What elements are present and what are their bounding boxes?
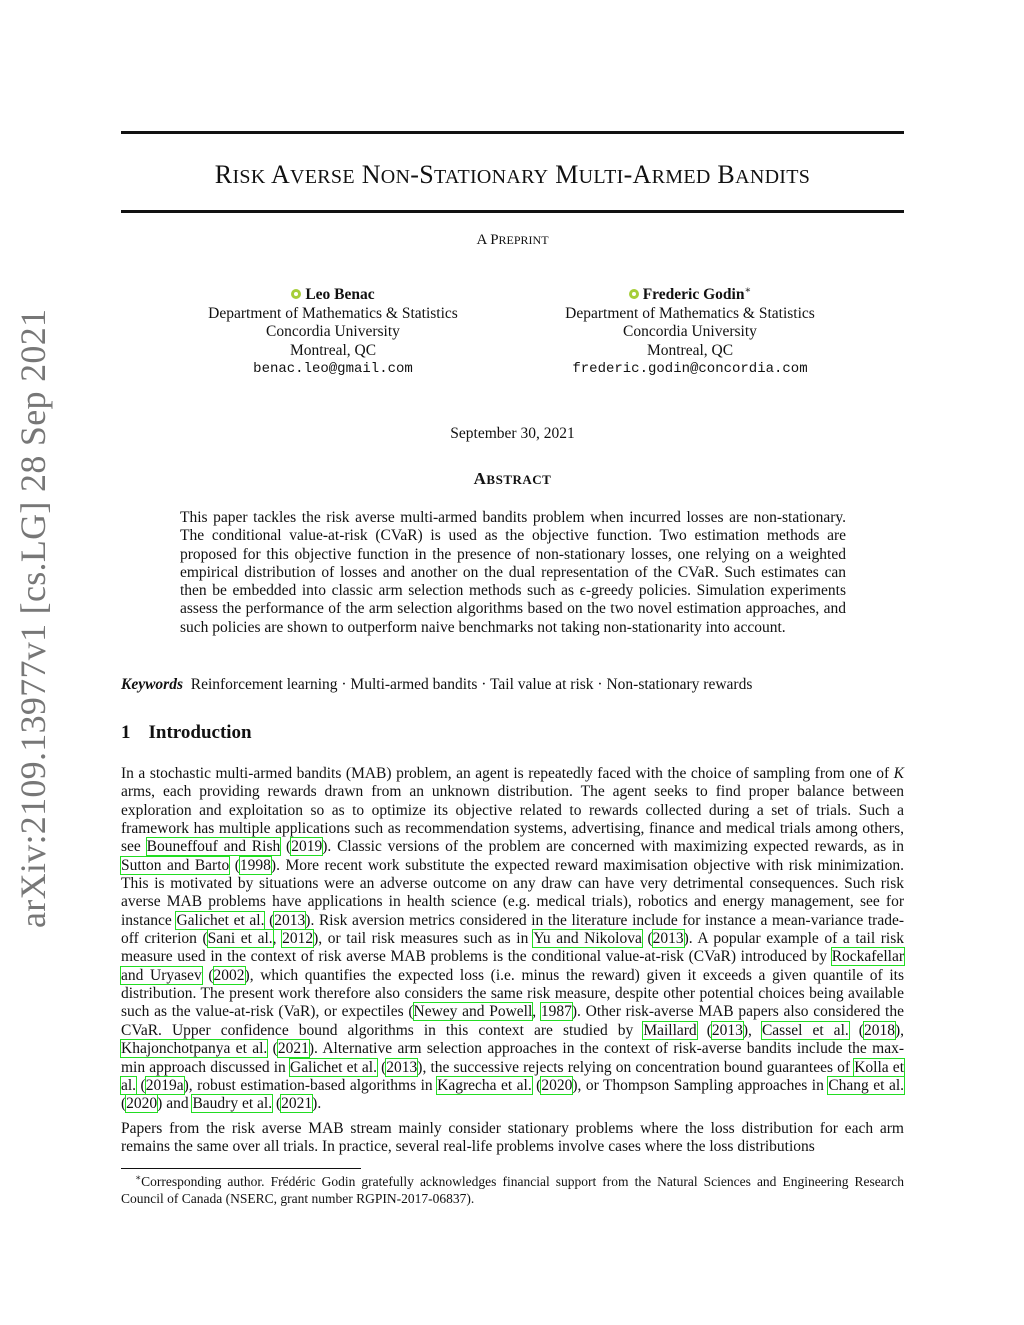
publication-date: September 30, 2021 <box>450 425 575 442</box>
paper-title: RISK AVERSE NON-STATIONARY MULTI-ARMED BANDITS <box>214 160 811 189</box>
author-city: Montreal, QC <box>646 341 734 359</box>
citation-year-link[interactable]: 2019a <box>145 1076 184 1094</box>
citation-link[interactable]: Kagrecha et al. <box>437 1076 532 1094</box>
citation-link[interactable]: Yu and Nikolova <box>533 930 642 948</box>
citation-link[interactable]: Cassel et al. <box>761 1021 849 1039</box>
citation-year-link[interactable]: 2013 <box>652 930 684 948</box>
citation-year-link[interactable]: 2013 <box>711 1021 743 1039</box>
citation-year-link[interactable]: 2013 <box>274 911 306 929</box>
citation-year-link[interactable]: 2021 <box>277 1040 309 1058</box>
citation-year-link[interactable]: 2013 <box>386 1058 418 1076</box>
citation-link[interactable]: Khajonchotpanya et al. <box>121 1040 268 1058</box>
arxiv-identifier: arXiv:2109.13977v1 [cs.LG] 28 Sep 2021 <box>13 308 53 928</box>
citation-year-link[interactable]: 1998 <box>239 856 271 874</box>
citation-year-link[interactable]: 2012 <box>282 930 314 948</box>
citation-link[interactable]: Kolla et al. <box>121 1058 904 1094</box>
intro-paragraph-1: In a stochastic multi-armed bandits (MAB) problem, an agent is repeatedly faced with the choice of sampling from one of K arms, each providing rewards drawn from an unknown distribution. The agent seeks to find proper balance between exploration and exploitation so as to optimize its objective related to rewards collected during a set of trials. Such a framework has multiple applications such as recommendation systems, advertising, finance and medical trials among others, see Bouneffouf and Rish (2019). Classic versions of the problem are concerned with maximizing expected rewards, as in Sutton and Barto (1998). More recent work substitute the expected reward maximisation objective with risk minimization. This is motivated by situations were an adverse outcome on any draw can have very detrimental consequences. Such risk averse MAB problems have applications in health science (e.g. medical trials), robotics and energy management, see for instance Galichet et al. (2013). Risk aversion metrics considered in the literature include for instance a mean-variance trade-off criterion (Sani et al., 2012), or tail risk measures such as in Yu and Nikolova (2013). A popular example of a tail risk measure used in the context of risk averse MAB problems is the conditional value-at-risk (CVaR) introduced by Rockafellar and Uryasev (2002), which quantifies the expected loss (i.e. minus the reward) given it exceeds a given quantile of its distribution. The present work therefore also considers the same risk measure, despite other potential choices being available such as the value-at-risk (VaR), or expectiles (Newey and Powell, 1987). Other risk-averse MAB papers also considered the CVaR. Upper confidence bound algorithms in this context are studied by Maillard (2013), Cassel et al. (2018), Khajonchotpanya et al. (2021). Alternative arm selection approaches in the context of risk-averse bandits include the max-min approach discussed in Galichet et al. (2013), the successive rejects relying on concentration bound guarantees of Kolla et al. (2019a), robust estimation-based algorithms in Kagrecha et al. (2020), or Thompson Sampling approaches in Chang et al. (2020) and Baudry et al. (2021). <box>121 765 905 1113</box>
intro-paragraph-2: Papers from the risk averse MAB stream mainly consider stationary problems where the loss distribution for each arm remains the same over all trials. In practice, several real-life problems involve cases where the loss distributions <box>121 1120 904 1156</box>
title-bottom-rule <box>121 210 904 213</box>
citation-year-link[interactable]: 2020 <box>541 1076 573 1094</box>
citation-link[interactable]: Newey and Powell <box>413 1003 533 1021</box>
author-email[interactable]: frederic.godin@concordia.com <box>572 361 808 377</box>
citation-year-link[interactable]: 2021 <box>281 1095 313 1113</box>
author-block <box>168 286 498 379</box>
citation-year-link[interactable]: 2020 <box>126 1095 158 1113</box>
footnote-marker[interactable]: ∗ <box>744 284 752 296</box>
citation-year-link[interactable]: 2019 <box>291 838 323 856</box>
citation-link[interactable]: Sani et al. <box>207 930 273 948</box>
citation-link[interactable]: Sutton and Barto <box>121 856 230 874</box>
citation-year-link[interactable]: 2002 <box>213 966 245 984</box>
author-university: Concordia University <box>266 323 400 340</box>
footnote-marker: ∗ <box>135 1172 142 1183</box>
footnote <box>121 1174 904 1207</box>
author-email[interactable]: benac.leo@gmail.com <box>253 361 413 377</box>
citation-year-link[interactable]: 2018 <box>863 1021 895 1039</box>
title-top-rule <box>121 131 904 134</box>
orcid-icon[interactable] <box>291 289 301 299</box>
preprint-label: A PREPRINT <box>476 232 549 248</box>
citation-link[interactable]: Bouneffouf and Rish <box>146 838 281 856</box>
author-name: Leo Benac <box>305 286 375 303</box>
section-heading: 1 Introduction <box>121 722 252 743</box>
citation-link[interactable]: Galichet et al. <box>289 1058 377 1076</box>
orcid-icon[interactable] <box>629 289 639 299</box>
citation-link[interactable]: Rockafellar and Uryasev <box>121 948 904 984</box>
author-city: Montreal, QC <box>289 341 377 359</box>
citation-link[interactable]: Galichet et al. <box>176 911 265 929</box>
abstract-heading: ABSTRACT <box>473 469 552 488</box>
footnote-text: Corresponding author. Frédéric Godin gratefully acknowledges financial support from the Natural Sciences and Engineering Research Council of Canada (NSERC, grant number RGPIN-2017-06837). <box>121 1174 904 1206</box>
citation-link[interactable]: Baudry et al. <box>192 1095 273 1113</box>
citation-link[interactable]: Maillard <box>643 1021 697 1039</box>
citation-link[interactable]: Chang et al. <box>828 1076 905 1094</box>
keywords-line <box>121 676 904 694</box>
keywords-list: Reinforcement learning · Multi-armed bandits · Tail value at risk · Non-stationary rewards <box>190 676 753 693</box>
citation-year-link[interactable]: 1987 <box>540 1003 572 1021</box>
abstract-text: This paper tackles the risk averse multi-armed bandits problem when incurred losses are non-stationary. The conditional value-at-risk (CVaR) is used as the objective function. Two estimation methods are proposed for this objective function in the presence of non-stationary losses, one relying on a weighted empirical distribution of losses and another on the dual representation of the CVaR. Such estimates can then be embedded into classic arm selection methods such as ϵ-greedy policies. Simulation experiments assess the performance of the arm selection algorithms based on the two novel estimation approaches, and such policies are shown to outperform naive benchmarks not taking non-stationarity into account. <box>180 509 846 636</box>
author-university: Concordia University <box>623 323 757 340</box>
keywords-label: Keywords <box>121 676 183 693</box>
author-department: Department of Mathematics & Statistics <box>565 304 815 322</box>
footnote-rule <box>121 1168 361 1169</box>
author-department: Department of Mathematics & Statistics <box>208 304 458 322</box>
author-block <box>525 286 855 379</box>
author-name: Frederic Godin <box>642 286 745 303</box>
